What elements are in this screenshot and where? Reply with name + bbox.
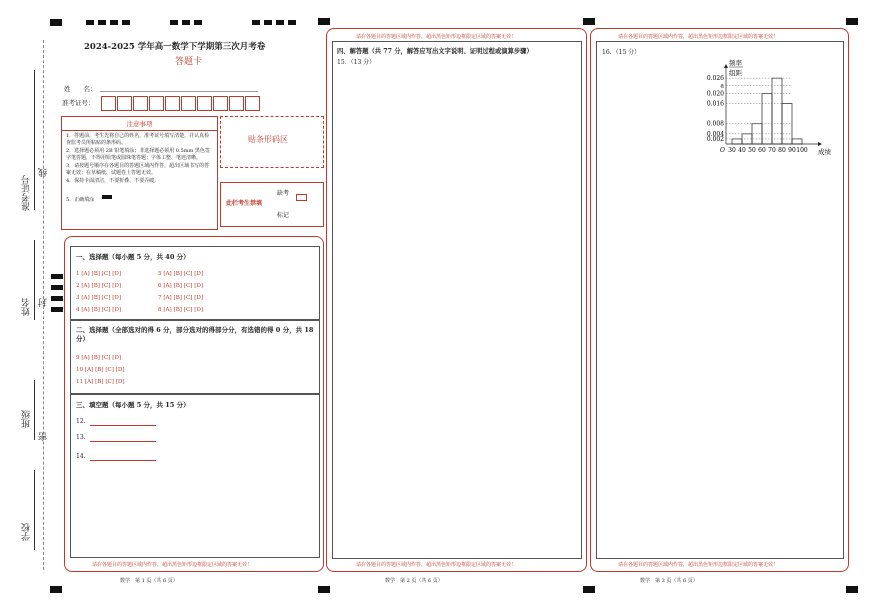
side-underline — [34, 380, 35, 440]
section3-box — [70, 394, 320, 558]
registration-mark — [110, 20, 118, 25]
y-tick-label: 0.004 — [706, 130, 724, 138]
origin-label: O — [720, 147, 725, 154]
histogram-bar — [732, 139, 742, 144]
histogram-bar — [792, 139, 802, 144]
registration-mark — [318, 18, 330, 25]
registration-mark — [318, 586, 330, 593]
choice-row[interactable]: 10 [A] [B] [C] [D] — [76, 367, 125, 373]
fill-blank-number: 14. — [76, 453, 86, 460]
choice-row[interactable]: 3 [A] [B] [C] [D] — [76, 295, 122, 301]
notice-item: 3．请按题号顺序在各题目的答题区域内作答，超出区域书写的答案无效；在草稿纸、试题卷上答题无效。 — [66, 163, 210, 176]
x-tick-label: 30 — [728, 147, 736, 154]
registration-mark — [288, 20, 296, 25]
page2-answer-box[interactable] — [332, 41, 582, 559]
side-underline — [34, 470, 35, 550]
y-tick-label: 0.020 — [706, 90, 724, 98]
notice-item: 4．保持卡面清洁，不要折叠、不要弄破。 — [66, 178, 160, 184]
registration-mark — [98, 20, 106, 25]
side-label-school: 学校 — [22, 523, 32, 541]
registration-mark — [264, 20, 272, 25]
section1-title: 一、选择题（每小题 5 分，共 40 分） — [76, 253, 190, 261]
id-label: 准考证号： — [62, 99, 95, 107]
question-15-label: 15．（13 分） — [337, 59, 376, 66]
y-label-top: 频率 — [729, 59, 742, 67]
warning-text: 请在各题目的答题区域内作答，超出黑色矩形边框限定区域的答案无效！ — [618, 562, 779, 568]
y-label-bottom: 组距 — [729, 69, 742, 77]
registration-mark — [122, 20, 130, 25]
id-digit-cell[interactable] — [117, 96, 132, 111]
section4-title: 四、解答题（共 77 分，解答应写出文字说明、证明过程或演算步骤） — [337, 48, 533, 55]
registration-mark — [182, 20, 190, 25]
id-digit-cell[interactable] — [149, 96, 164, 111]
warning-text: 请在各题目的答题区域内作答，超出黑色矩形边框限定区域的答案无效！ — [356, 562, 517, 568]
x-axis-arrow — [818, 142, 822, 146]
choice-row[interactable]: 7 [A] [B] [C] [D] — [158, 295, 204, 301]
notice-item: 2．选择题必须用 2B 铅笔填涂；非选择题必须用 0.5mm 黑色签字笔答题，不得用铅笔或圆珠笔答题；字体工整、笔迹清晰。 — [66, 148, 210, 161]
id-digit-cell[interactable] — [181, 96, 196, 111]
absent-warning: 此栏考生禁填 — [226, 200, 263, 207]
side-label-line: 线 — [39, 168, 49, 177]
exam-title: 2024-2025 学年高一数学下学期第三次月考卷 — [84, 42, 266, 52]
absent-checkbox[interactable] — [296, 194, 307, 201]
fill-blank-line[interactable] — [90, 460, 156, 461]
warning-text: 请在各题目的答题区域内作答，超出黑色矩形边框限定区域的答案无效！ — [92, 562, 253, 568]
fill-blank-line[interactable] — [90, 425, 156, 426]
id-digit-cell[interactable] — [101, 96, 116, 111]
absent-label: 标记 — [277, 212, 290, 219]
x-tick-label: 50 — [748, 147, 756, 154]
page-footer: 数学 第 3 页（共 6 页） — [640, 578, 698, 584]
choice-row[interactable]: 2 [A] [B] [C] [D] — [76, 283, 122, 289]
x-tick-label: 70 — [768, 147, 776, 154]
choice-row[interactable]: 8 [A] [B] [C] [D] — [158, 307, 204, 313]
section2-title: 二、选择题（全部选对的得 6 分，部分选对的得部分分，有选错的得 0 分，共 18 分） — [76, 326, 314, 343]
x-label: 成绩 — [818, 148, 831, 156]
registration-mark — [51, 285, 63, 290]
registration-mark — [276, 20, 284, 25]
registration-mark — [583, 586, 595, 593]
registration-mark — [51, 274, 63, 279]
y-axis-arrow — [724, 64, 728, 68]
fill-blank-line[interactable] — [90, 441, 156, 442]
choice-row[interactable]: 5 [A] [B] [C] [D] — [158, 271, 204, 277]
registration-mark — [86, 20, 94, 25]
notice-item: 5．正确填涂 — [66, 197, 95, 203]
answer-card-title: 答题卡 — [175, 57, 203, 67]
registration-mark — [583, 18, 595, 25]
fill-blank-number: 13. — [76, 434, 86, 441]
side-label-class: 班级 — [22, 410, 32, 428]
id-digit-cell[interactable] — [133, 96, 148, 111]
notice-item: 1．答题前，考生先将自己的姓名，准考证号填写清楚，并认真检查监考员所粘贴的条形码。 — [66, 133, 210, 146]
x-tick-label: 40 — [738, 147, 746, 154]
barcode-label: 贴条形码区 — [248, 135, 288, 144]
registration-mark — [194, 20, 202, 25]
fill-blank-number: 12. — [76, 418, 86, 425]
warning-text: 请在各题目的答题区域内作答，超出黑色矩形边框限定区域的答案无效！ — [356, 34, 517, 40]
absent-label: 缺考 — [277, 190, 290, 197]
id-digit-cell[interactable] — [229, 96, 244, 111]
frequency-histogram — [698, 56, 840, 160]
notice-box — [61, 116, 218, 230]
x-tick-label: 100 — [796, 147, 808, 154]
registration-mark — [846, 18, 858, 25]
id-digit-cell[interactable] — [245, 96, 260, 111]
choice-row[interactable]: 4 [A] [B] [C] [D] — [76, 307, 122, 313]
id-digit-cell[interactable] — [197, 96, 212, 111]
registration-mark — [50, 19, 62, 26]
y-tick-label: 0.026 — [706, 75, 724, 83]
page-footer: 数学 第 2 页（共 6 页） — [385, 578, 443, 584]
side-label-id: 准考证号 — [22, 175, 32, 211]
side-label-dense: 密 — [39, 432, 49, 441]
name-label: 姓 名： — [64, 85, 97, 93]
notice-title: 注意事项 — [62, 117, 217, 131]
x-tick-label: 90 — [788, 147, 796, 154]
registration-mark — [170, 20, 178, 25]
y-tick-label: a — [720, 82, 724, 90]
y-tick-label: 0.016 — [706, 100, 724, 108]
id-digit-cell[interactable] — [165, 96, 180, 111]
warning-text: 请在各题目的答题区域内作答，超出黑色矩形边框限定区域的答案无效！ — [618, 34, 779, 40]
choice-row[interactable]: 1 [A] [B] [C] [D] — [76, 271, 122, 277]
x-tick-label: 80 — [778, 147, 786, 154]
choice-row[interactable]: 6 [A] [B] [C] [D] — [158, 283, 204, 289]
side-underline — [34, 70, 35, 210]
side-label-name: 姓名 — [22, 298, 32, 316]
name-field[interactable] — [100, 91, 258, 92]
choice-row[interactable]: 9 [A] [B] [C] [D] — [76, 355, 122, 361]
y-tick-label: 0.008 — [706, 120, 724, 128]
choice-row[interactable]: 11 [A] [B] [C] [D] — [76, 379, 125, 385]
filled-bubble-example — [102, 195, 112, 199]
y-tick-label: 0.002 — [706, 135, 724, 143]
x-tick-label: 60 — [758, 147, 766, 154]
registration-mark — [846, 586, 858, 593]
side-underline — [34, 240, 35, 320]
question-16-label: 16．（15 分） — [602, 49, 641, 56]
registration-mark — [51, 307, 63, 312]
registration-mark — [51, 296, 63, 301]
registration-mark — [252, 20, 260, 25]
registration-mark — [50, 586, 62, 593]
page-footer: 数学 第 1 页（共 6 页） — [120, 578, 178, 584]
side-label-seal: 封 — [39, 298, 49, 307]
id-digit-cell[interactable] — [213, 96, 228, 111]
histogram-bar — [772, 78, 782, 144]
histogram-bar — [762, 93, 772, 144]
section3-title: 三、填空题（每小题 5 分，共 15 分） — [76, 401, 190, 409]
